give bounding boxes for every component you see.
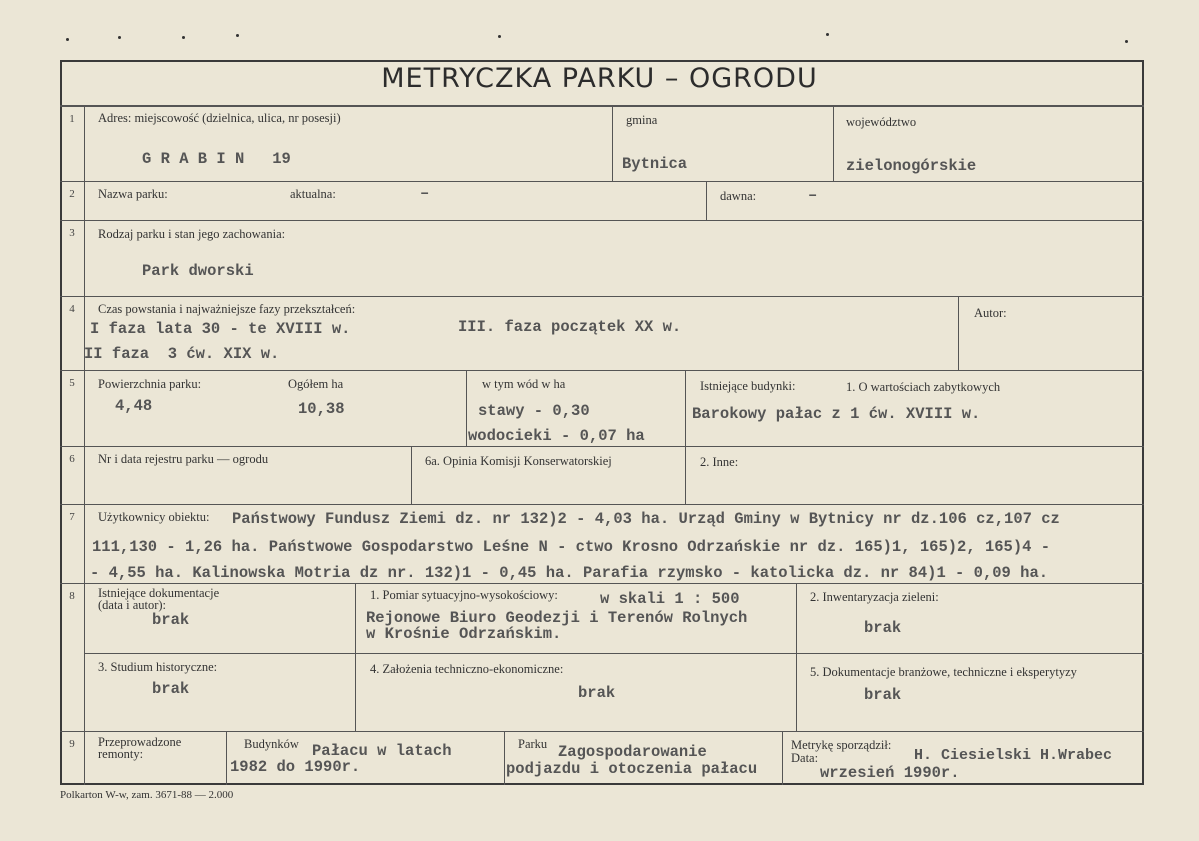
- documentation-value: brak: [152, 611, 190, 629]
- former-name-value: –: [808, 186, 818, 204]
- phase-3-value: III. faza początek XX w.: [458, 318, 682, 336]
- divider: [60, 504, 1144, 505]
- row-number: 5: [69, 377, 75, 389]
- water-area-label: w tym wód w ha: [482, 377, 566, 391]
- divider: [60, 583, 1144, 584]
- divider: [60, 370, 1144, 371]
- current-name-label: aktualna:: [290, 187, 336, 201]
- divider: [60, 105, 1144, 107]
- divider: [60, 296, 1144, 297]
- register-label: Nr i data rejestru parku — ogrodu: [98, 452, 269, 466]
- technical-assumptions-value: brak: [578, 684, 616, 702]
- divider: [796, 583, 797, 731]
- users-label: Użytkownicy obiektu:: [98, 510, 210, 524]
- ink-speck: [66, 38, 69, 41]
- historical-study-value: brak: [152, 680, 190, 698]
- commission-opinion-label: 6a. Opinia Komisji Konserwatorskiej: [425, 454, 612, 468]
- park-name-label: Nazwa parku:: [98, 187, 168, 201]
- gmina-label: gmina: [626, 113, 658, 127]
- technical-assumptions-label: 4. Założenia techniczno-ekonomiczne:: [370, 662, 564, 676]
- divider: [60, 731, 1144, 732]
- branch-documentation-label: 5. Dokumentacje branżowe, techniczne i eksperytyzy: [810, 665, 1077, 679]
- divider: [60, 220, 1144, 221]
- ink-speck: [826, 33, 829, 36]
- row-number: 7: [69, 511, 75, 523]
- row-number: 3: [69, 227, 75, 239]
- address-label: Adres: miejscowość (dzielnica, ulica, nr posesji): [98, 111, 341, 125]
- park-type-value: Park dworski: [142, 262, 254, 280]
- ink-speck: [1125, 40, 1128, 43]
- phases-label: Czas powstania i najważniejsze fazy przekształceń:: [98, 302, 356, 316]
- buildings-label: Istniejące budynki:: [700, 379, 796, 393]
- gmina-value: Bytnica: [622, 155, 688, 173]
- wojewodztwo-value: zielonogórskie: [846, 157, 977, 175]
- address-value: G R A B I N 19: [142, 150, 291, 168]
- area-value: 4,48: [115, 397, 153, 415]
- documentation-label: Istniejące dokumentacje (data i autor):: [98, 586, 220, 612]
- phase-1-value: I faza lata 30 - te XVIII w.: [90, 320, 351, 338]
- date-label: Data:: [791, 751, 819, 765]
- park-type-label: Rodzaj parku i stan jego zachowania:: [98, 227, 286, 241]
- repairs-label: Przeprowadzone remonty:: [98, 735, 182, 761]
- date-value: wrzesień 1990r.: [820, 764, 960, 782]
- prepared-by-value: H. Ciesielski H.Wrabec: [914, 747, 1113, 764]
- row-number: 6: [69, 453, 75, 465]
- historic-buildings-label: 1. O wartościach zabytkowych: [846, 380, 1001, 394]
- branch-documentation-value: brak: [864, 686, 902, 704]
- row-number: 1: [69, 113, 75, 125]
- total-area-label: Ogółem ha: [288, 377, 344, 391]
- survey-scale-value: w skali 1 : 500: [600, 590, 740, 608]
- buildings-repairs-label: Budynków: [244, 737, 299, 751]
- prepared-by-label: Metrykę sporządził:: [791, 738, 892, 752]
- buildings-repairs-value-2: 1982 do 1990r.: [230, 758, 361, 776]
- phase-2-value: II faza 3 ćw. XIX w.: [84, 345, 280, 363]
- ink-speck: [182, 36, 185, 39]
- historical-study-label: 3. Studium historyczne:: [98, 660, 218, 674]
- survey-office-value: Rejonowe Biuro Geodezji i Terenów Rolnych: [366, 609, 748, 627]
- divider: [60, 181, 1144, 182]
- divider: [504, 731, 505, 785]
- former-name-label: dawna:: [720, 189, 757, 203]
- divider: [84, 653, 1144, 654]
- area-label: Powierzchnia parku:: [98, 377, 202, 391]
- current-name-value: –: [420, 184, 430, 202]
- buildings-repairs-value-1: Pałacu w latach: [312, 742, 452, 760]
- park-repairs-label: Parku: [518, 737, 548, 751]
- row-number: 4: [69, 303, 75, 315]
- divider: [411, 446, 412, 504]
- divider: [685, 370, 686, 504]
- print-footer: Polkarton W-w, zam. 3671-88 — 2.000: [60, 789, 234, 801]
- park-repairs-value-2: podjazdu i otoczenia pałacu: [506, 760, 758, 778]
- survey-location-value: w Krośnie Odrzańskim.: [366, 625, 562, 643]
- divider: [958, 296, 959, 370]
- other-buildings-label: 2. Inne:: [700, 455, 739, 469]
- users-line-1: Państwowy Fundusz Ziemi dz. nr 132)2 - 4,03 ha. Urząd Gminy w Bytnicy nr dz.106 cz,107 cz: [232, 510, 1060, 528]
- ponds-value: stawy - 0,30: [478, 402, 590, 420]
- park-repairs-value-1: Zagospodarowanie: [558, 743, 707, 761]
- greenery-inventory-label: 2. Inwentaryzacja zieleni:: [810, 590, 939, 604]
- ink-speck: [498, 35, 501, 38]
- ink-speck: [236, 34, 239, 37]
- divider: [226, 731, 227, 785]
- author-label: Autor:: [974, 306, 1007, 320]
- divider: [833, 105, 834, 181]
- watercourses-value: wodocieki - 0,07 ha: [468, 427, 645, 445]
- divider: [782, 731, 783, 785]
- ink-speck: [118, 36, 121, 39]
- greenery-inventory-value: brak: [864, 619, 902, 637]
- divider: [84, 105, 85, 785]
- row-number: 9: [69, 738, 75, 750]
- divider: [706, 181, 707, 220]
- page-title: METRYCZKA PARKU – OGRODU: [381, 63, 818, 94]
- divider: [466, 370, 467, 446]
- row-number: 8: [69, 590, 75, 602]
- row-number: 2: [69, 188, 75, 200]
- survey-label: 1. Pomiar sytuacyjno-wysokościowy:: [370, 588, 558, 602]
- total-area-value: 10,38: [298, 400, 345, 418]
- wojewodztwo-label: województwo: [846, 115, 917, 129]
- users-line-2: 111,130 - 1,26 ha. Państwowe Gospodarstwo Leśne N - ctwo Krosno Odrzańskie nr dz. 165)1, 165)2, 165)4 -: [92, 538, 1051, 556]
- divider: [60, 446, 1144, 447]
- divider: [612, 105, 613, 181]
- users-line-3: - 4,55 ha. Kalinowska Motria dz nr. 132)1 - 0,45 ha. Parafia rzymsko - katolicka dz. nr 84)1 - 0,09 ha.: [90, 564, 1049, 582]
- historic-buildings-value: Barokowy pałac z 1 ćw. XVIII w.: [692, 405, 981, 423]
- divider: [355, 583, 356, 731]
